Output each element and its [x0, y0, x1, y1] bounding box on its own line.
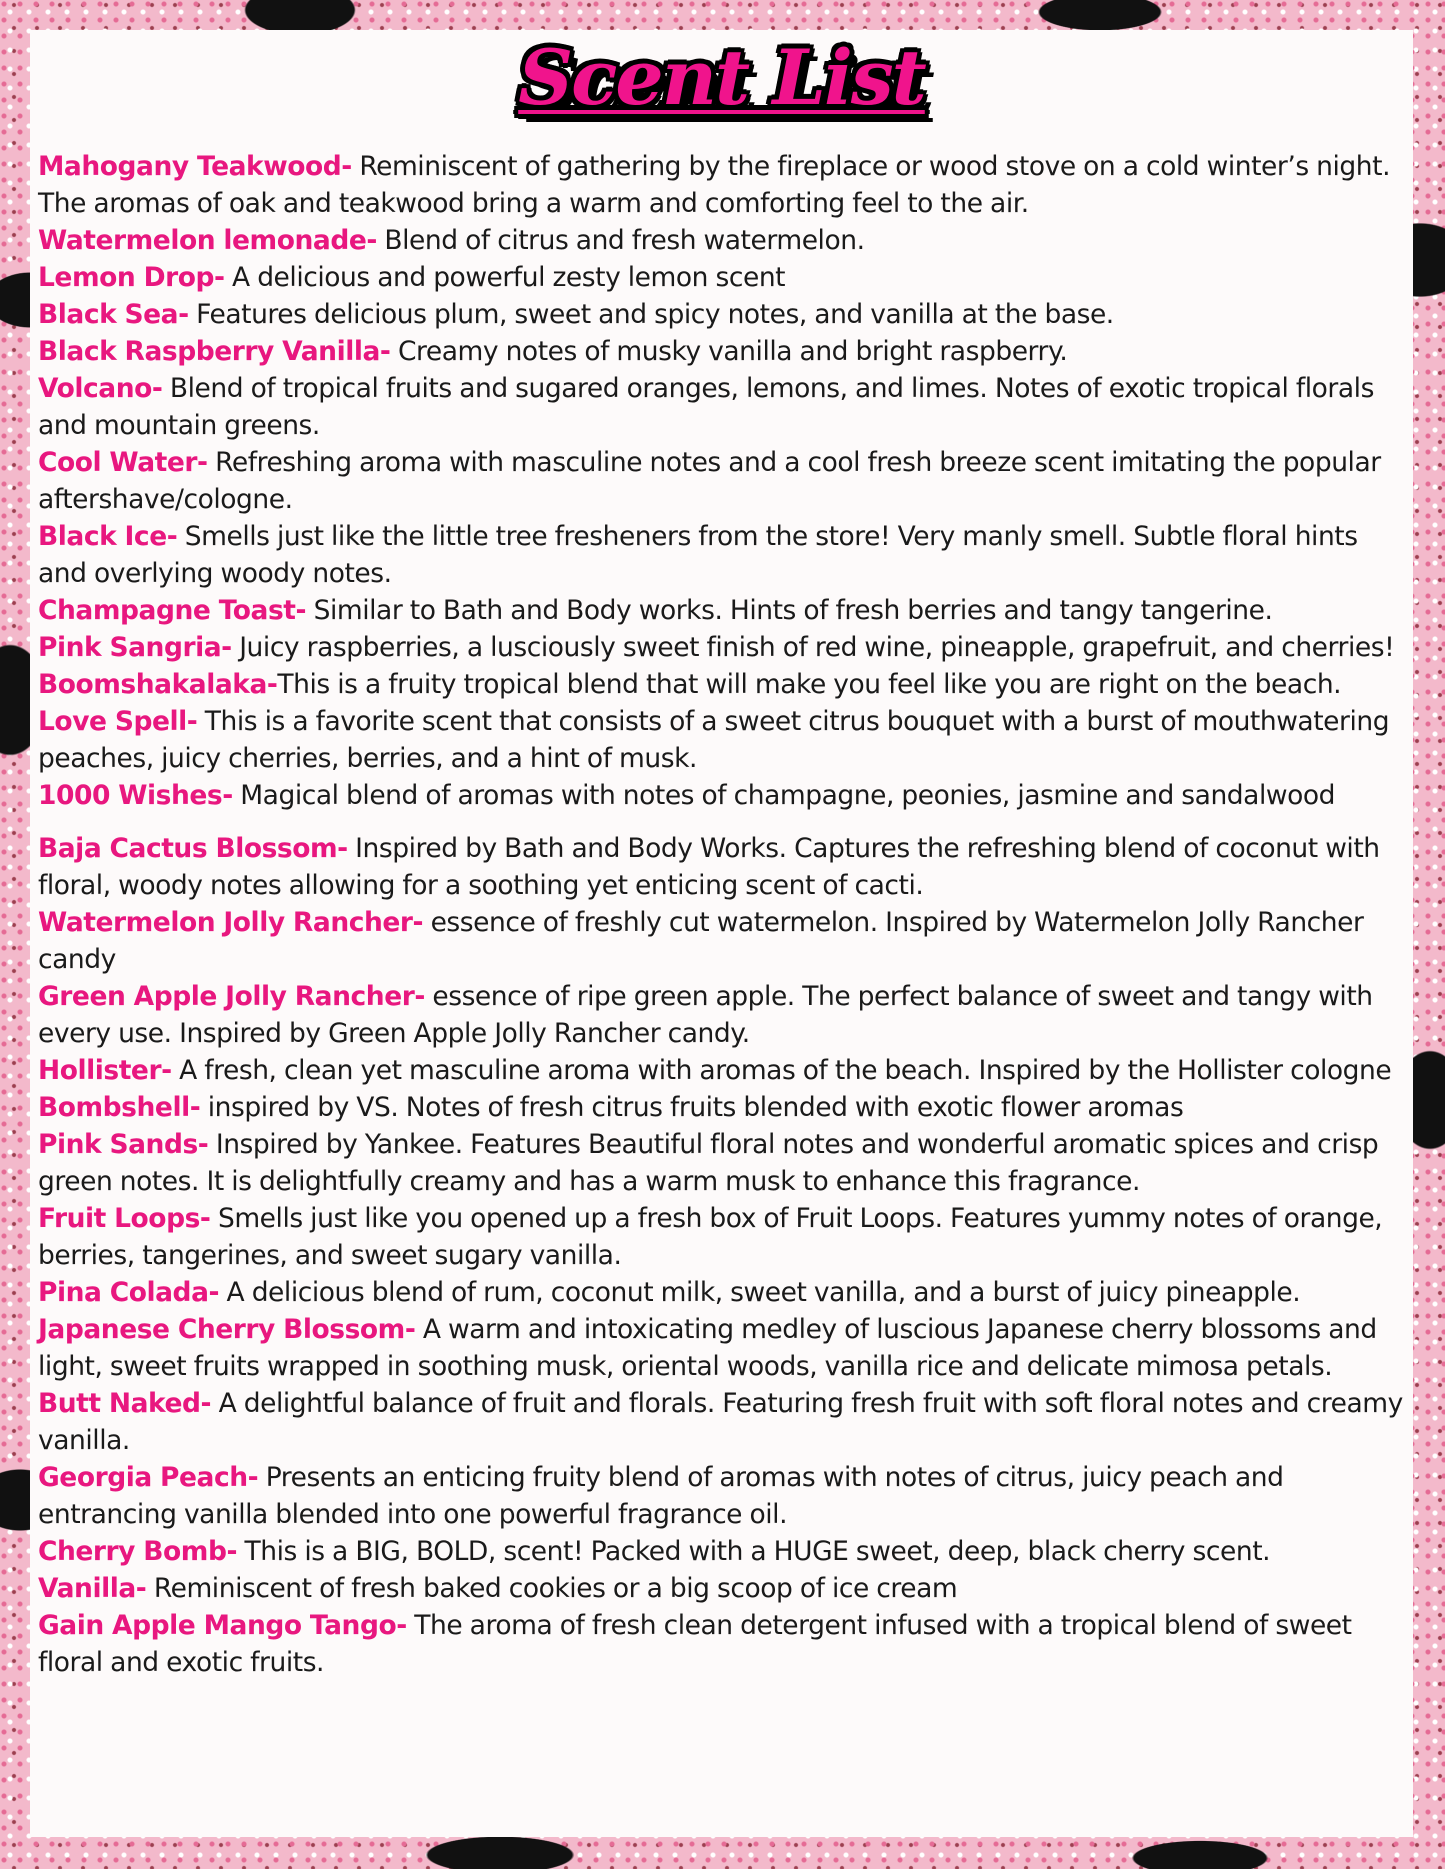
- scent-name: Gain Apple Mango Tango-: [38, 1610, 407, 1641]
- list-item: [38, 222, 1405, 259]
- list-item: [38, 148, 1405, 222]
- scent-name: 1000 Wishes-: [38, 780, 233, 811]
- scent-sheet: [30, 30, 1413, 1837]
- scent-description: Smells just like you opened up a fresh box of Fruit Loops. Features yummy notes of orange, berries, tangerines, and sweet sugary vanilla.: [38, 1203, 1383, 1271]
- list-item: [38, 259, 1405, 296]
- scent-description: Reminiscent of fresh baked cookies or a big scoop of ice cream: [146, 1573, 958, 1604]
- scent-description: Inspired by Yankee. Features Beautiful floral notes and wonderful aromatic spices and crisp green notes. It is delightfully creamy and has a warm musk to enhance this fragrance.: [38, 1129, 1379, 1197]
- scent-name: Black Ice-: [38, 521, 178, 552]
- scent-description: Blend of citrus and fresh watermelon.: [376, 225, 865, 256]
- scent-description: Smells just like the little tree fresheners from the store! Very manly smell. Subtle floral hints and overlying woody notes.: [38, 521, 1358, 589]
- list-item: [38, 1311, 1405, 1385]
- list-item: [38, 1200, 1405, 1274]
- scent-name: Watermelon Jolly Rancher-: [38, 907, 424, 938]
- scent-description: Inspired by Bath and Body Works. Captures the refreshing blend of coconut with floral, woody notes allowing for a soothing yet enticing scent of cacti.: [38, 833, 1380, 901]
- list-item: [38, 830, 1405, 904]
- list-item: [38, 1126, 1405, 1200]
- scent-description: inspired by VS. Notes of fresh citrus fruits blended with exotic flower aromas: [200, 1092, 1184, 1123]
- page-title: Scent List: [518, 33, 925, 122]
- scent-description: A fresh, clean yet masculine aroma with aromas of the beach. Inspired by the Hollister cologne: [171, 1055, 1392, 1086]
- scent-name: Love Spell-: [38, 706, 198, 737]
- scent-description: Similar to Bath and Body works. Hints of fresh berries and tangy tangerine.: [306, 595, 1273, 626]
- scent-name: Japanese Cherry Blossom-: [38, 1314, 416, 1345]
- scent-description: A delicious and powerful zesty lemon scent: [224, 262, 786, 293]
- scent-name: Pink Sangria-: [38, 632, 232, 663]
- scent-description: This is a BIG, BOLD, scent! Packed with a HUGE sweet, deep, black cherry scent.: [237, 1536, 1271, 1567]
- scent-name: Black Sea-: [38, 299, 189, 330]
- list-item: [38, 629, 1405, 666]
- scent-description: Reminiscent of gathering by the fireplace or wood stove on a cold winter’s night. The aromas of oak and teakwood bring a warm and comforting feel to the air.: [38, 151, 1391, 219]
- scent-description: Refreshing aroma with masculine notes and a cool fresh breeze scent imitating the popular aftershave/cologne.: [38, 447, 1381, 515]
- list-item: [38, 518, 1405, 592]
- scent-description: Creamy notes of musky vanilla and bright raspberry.: [390, 336, 1068, 367]
- list-item: [38, 1533, 1405, 1570]
- scent-name: Mahogany Teakwood-: [38, 151, 352, 182]
- list-item: [38, 777, 1405, 814]
- list-item: [38, 1459, 1405, 1533]
- scent-description: essence of freshly cut watermelon. Inspired by Watermelon Jolly Rancher candy: [38, 907, 1364, 975]
- scent-name: Fruit Loops-: [38, 1203, 211, 1234]
- scent-description: A delightful balance of fruit and florals. Featuring fresh fruit with soft floral notes and creamy vanilla.: [38, 1388, 1403, 1456]
- scent-description: essence of ripe green apple. The perfect balance of sweet and tangy with every use. Inspired by Green Apple Jolly Rancher candy.: [38, 981, 1373, 1049]
- scent-name: Hollister-: [38, 1055, 172, 1086]
- scent-name: Butt Naked-: [38, 1388, 212, 1419]
- scent-name: Boomshakalaka-: [38, 669, 278, 700]
- scent-description: Magical blend of aromas with notes of champagne, peonies, jasmine and sandalwood: [232, 780, 1335, 811]
- list-item: [38, 1570, 1405, 1607]
- list-item: [38, 592, 1405, 629]
- scent-description: Features delicious plum, sweet and spicy notes, and vanilla at the base.: [188, 299, 1114, 330]
- list-item: [38, 666, 1405, 703]
- scent-list: [38, 148, 1405, 1681]
- scent-name: Georgia Peach-: [38, 1462, 259, 1493]
- list-item: [38, 1274, 1405, 1311]
- scent-description: This is a fruity tropical blend that will make you feel like you are right on the beach.: [277, 669, 1342, 700]
- scent-name: Volcano-: [38, 373, 163, 404]
- scent-name: Watermelon lemonade-: [38, 225, 377, 256]
- list-item: [38, 904, 1405, 978]
- list-item: [38, 333, 1405, 370]
- scent-name: Black Raspberry Vanilla-: [38, 336, 391, 367]
- list-item: [38, 296, 1405, 333]
- scent-description: A warm and intoxicating medley of luscious Japanese cherry blossoms and light, sweet fruits wrapped in soothing musk, oriental woods, vanilla rice and delicate mimosa petals.: [38, 1314, 1377, 1382]
- scent-description: The aroma of fresh clean detergent infused with a tropical blend of sweet floral and exotic fruits.: [38, 1610, 1352, 1678]
- list-item: [38, 1385, 1405, 1459]
- scent-name: Champagne Toast-: [38, 595, 307, 626]
- list-item: [38, 1089, 1405, 1126]
- scent-description: This is a favorite scent that consists of a sweet citrus bouquet with a burst of mouthwatering peaches, juicy cherries, berries, and a hint of musk.: [38, 706, 1390, 774]
- list-item: [38, 1607, 1405, 1681]
- list-item: [38, 370, 1405, 444]
- list-item: [38, 978, 1405, 1052]
- title-area: [38, 30, 1405, 148]
- scent-name: Cool Water-: [38, 447, 208, 478]
- scent-name: Pina Colada-: [38, 1277, 220, 1308]
- scent-name: Bombshell-: [38, 1092, 201, 1123]
- list-item: [38, 703, 1405, 777]
- scent-description: A delicious blend of rum, coconut milk, sweet vanilla, and a burst of juicy pineapple.: [219, 1277, 1301, 1308]
- scent-name: Vanilla-: [38, 1573, 147, 1604]
- list-item: [38, 444, 1405, 518]
- scent-name: Baja Cactus Blossom-: [38, 833, 348, 864]
- list-item: [38, 1052, 1405, 1089]
- scent-description: Presents an enticing fruity blend of aromas with notes of citrus, juicy peach and entrancing vanilla blended into one powerful fragrance oil.: [38, 1462, 1284, 1530]
- scent-name: Cherry Bomb-: [38, 1536, 238, 1567]
- scent-description: Blend of tropical fruits and sugared oranges, lemons, and limes. Notes of exotic tropical florals and mountain greens.: [38, 373, 1374, 441]
- scent-name: Pink Sands-: [38, 1129, 209, 1160]
- scent-name: Lemon Drop-: [38, 262, 225, 293]
- scent-description: Juicy raspberries, a lusciously sweet finish of red wine, pineapple, grapefruit, and cherries!: [231, 632, 1395, 663]
- scent-name: Green Apple Jolly Rancher-: [38, 981, 425, 1012]
